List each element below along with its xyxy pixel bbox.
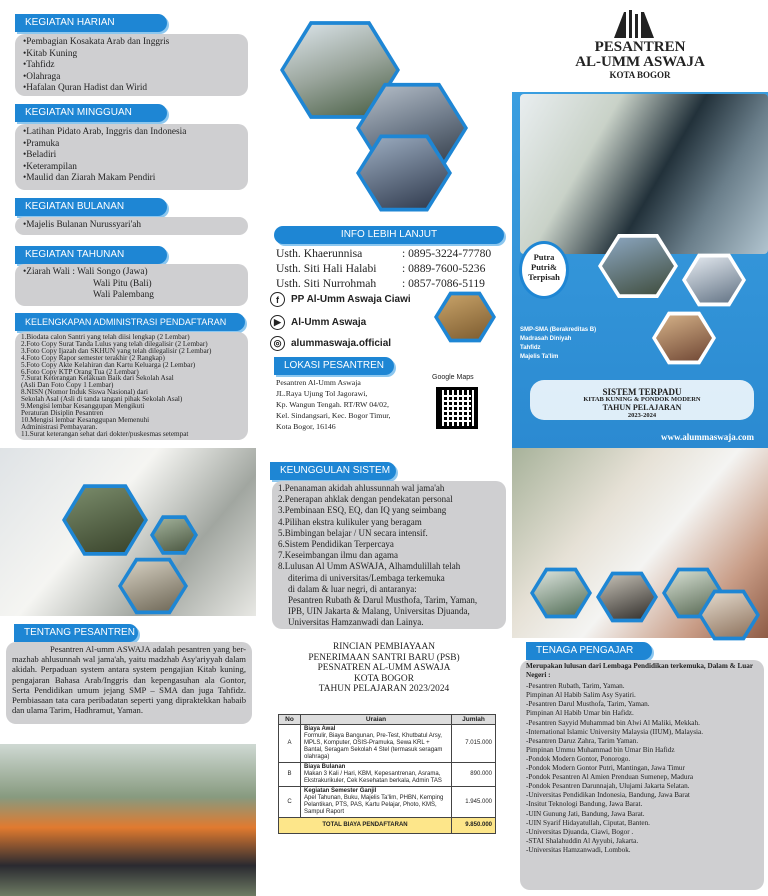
youtube-link[interactable]: ▶ Al-Umm Aswaja (270, 315, 366, 330)
list-item: 8.NISN (Nomor Induk Siswa Nasional) dari (21, 388, 148, 397)
list-item: -Pondok Modern Gontor Putri, Mantingan, Jawa Timur (526, 764, 685, 773)
list-item: -STAI Shalahuddin Al Ayyubi, Jakarta. (526, 836, 639, 845)
facebook-icon: f (270, 292, 285, 307)
list-item: •Tahfidz (23, 60, 55, 71)
list-item: •Keterampilan (23, 161, 77, 172)
list-item: -Insitut Teknologi Bandung, Jawa Barat. (526, 800, 643, 809)
badge-putra-putri: Putra Putri& Terpisah (522, 244, 566, 296)
list-item: •Ziarah Wali : Wali Songo (Jawa) (23, 267, 148, 277)
administrasi-list (15, 332, 248, 440)
list-item: IPB, UIN Jakarta & Malang, Universitas Djuanda, (288, 606, 470, 617)
instagram-icon: ◎ (270, 336, 285, 351)
kegiatan-harian-list (15, 34, 248, 96)
drum-band-photo (520, 94, 768, 254)
maps-label: Google Maps (432, 374, 474, 381)
table-row: A Biaya Awal Formulir, Biaya Bangunan, Pre-Test, Khutbatul Arsy, MPLS, Komputer, OSIS-Pramuka, Sewa KRL + Bantal, Seragam Sekolah 4 Stel (termasuk seragam olahraga) 7.015.000 (279, 725, 496, 763)
tentang-text: Pesantren Al-umm ASWAJA adalah pesantren yang ber-mazhab ahlusunnah wal jama'ah, yaitu madzhab Asy'ariyyah dalam akidah. Perpaduan system antara system pengajian Kitab kuning, pengajaran Bahasa Arab/Inggris dan kepengasuhan ala Gontor, Serta Pendidikan umum jejang SMP – SMA dan juga Tahfidz. Pembiasaan tata cara peribadatan seperti yang dipraktekkan habaib dan ulama Tarim, Hadhramut, Yaman. (6, 642, 252, 724)
list-item: 3.Pembinaan ESQ, EQ, dan IQ yang seimbang (278, 505, 447, 516)
team-photo (0, 744, 256, 896)
kegiatan-bulanan-header: KEGIATAN BULANAN (15, 198, 167, 216)
list-item: 4.Foto Copy Rapor semester terakhir (2 Rangkap) (21, 353, 165, 362)
panel-info (256, 0, 512, 448)
lokasi-header: LOKASI PESANTREN (274, 357, 394, 375)
list-item: -Pesantren Darul Musthofa, Tarim, Yaman. (526, 700, 650, 709)
table-total-row: TOTAL BIAYA PENDAFTARAN 9.850.000 (279, 818, 496, 834)
tenaga-list: Merupakan lulusan dari Lembaga Pendidikan terkemuka, Dalam & Luar Negeri : -Pesantren Rubath, Tarim, Yaman. Pimpinan Al Habib Salim Asy Syatiri. -Pesantren Darul Musthofa, Tarim, Yaman. Pimpinan Al Habib Umar bin Hafidz. -Pesantren Sayyid Muhammad bin Alwi Al Maliki, Mekkah. -International Islamic University Malaysia (IIUM), Malaysia. -Pesantren Daruz Zahra, Tarim Yaman. Pimpinan Ummu Muhammad bin Umar Bin Hafidz -Pondok Modern Gontor, Ponorogo. -Pondok Modern Gontor Putri, Mantingan, Jawa Timur -Pondok Pesantren Al Amien Prenduan Sumenep, Madura -Pondok Pesantren Darunnajah, Ulujami Jakarta Selatan. -Universitas Pendidikan Indonesia, Bandung, Jawa Barat -Insitut Teknologi Bandung, Jawa Barat. -UIN Gunung Jati, Bandung, Jawa Barat. -UIN Syarif Hidayatullah, Ciputat, Banten. -Universitas Djuanda, Ciawi, Bogor . -STAI Shalahuddin Al Ayyubi, Jakarta. -Universitas Hamzanwadi, Lombok. (520, 660, 764, 890)
tentang-header: TENTANG PESANTREN (14, 624, 138, 642)
list-item: Wali Pitu (Bali) (93, 278, 152, 289)
youtube-icon: ▶ (270, 315, 285, 330)
qr-code-icon[interactable] (436, 387, 478, 429)
list-item: -Universitas Pendidikan Indonesia, Bandung, Jawa Barat (526, 791, 690, 800)
sistem-banner: SISTEM TERPADU KITAB KUNING & PONDOK MODERN TAHUN PELAJARAN 2023-2024 (530, 380, 754, 420)
panel-tenaga (512, 448, 768, 896)
list-item: 6.Sistem Pendidikan Terpercaya (278, 539, 394, 550)
website-link[interactable]: www.alummaswaja.com (661, 432, 754, 442)
list-item: -UIN Syarif Hidayatullah, Ciputat, Banten. (526, 818, 650, 827)
list-item: 6.Foto Copy KTP Orang Tua (2 Lembar) (21, 367, 139, 376)
list-item: Pimpinan Al Habib Umar bin Hafidz. (526, 709, 634, 718)
contact-row: Usth. Siti Nurrohmah : 0857-7086-5119 (276, 277, 485, 290)
list-item: 4.Pilihan ekstra kulikuler yang beragam (278, 516, 422, 527)
list-item: Wali Palembang (93, 290, 154, 301)
keunggulan-header: KEUNGGULAN SISTEM (270, 462, 396, 480)
list-item: -UIN Gunung Jati, Bandung, Jawa Barat. (526, 809, 645, 818)
list-item: 5.Foto Copy Akte Kelahiran dan Kartu Keluarga (2 Lembar) (21, 360, 196, 369)
cost-table (278, 714, 496, 834)
list-item: 2.Penerapan ahklak dengan pendekatan personal (278, 494, 453, 505)
list-item: -Pesantren Sayyid Muhammad bin Alwi Al Maliki, Mekkah. (526, 718, 700, 727)
list-item: •Kitab Kuning (23, 48, 78, 59)
list-item: 10.Mengisi lembar Kesanggupan Memenuhi (21, 415, 150, 424)
photo-hexagon (434, 290, 496, 344)
kegiatan-mingguan-header: KEGIATAN MINGGUAN (15, 104, 167, 122)
list-item: -Universitas Djuanda, Ciawi, Bogor . (526, 827, 634, 836)
table-row: C Kegiatan Semester Ganjil Apel Tahunan, Buku, Majelis Ta'lim, PHBN, Kemping Pelantikan, PTS, PAS, Kartu Pelajar, Photo, KMS, Sampul Raport 1.945.000 (279, 787, 496, 818)
contact-row: Usth. Siti Hali Halabi : 0889-7600-5236 (276, 262, 486, 275)
cover-title: PESANTREN AL-UMM ASWAJA KOTA BOGOR (575, 39, 705, 80)
panel-activities (0, 0, 256, 448)
table-row: B Biaya Bulanan Makan 3 Kali / Hari, KBM, Kepesantrenan, Asrama, Ekstrakurikuler, Cek Kesehatan berkala, Admin TAS 890.000 (279, 763, 496, 787)
list-item: 9.Mengisi lembar Kesanggupan Mengikuti (21, 402, 145, 411)
list-item: 11.Surat keterangan sehat dari dokter/puskesmas setempat (21, 429, 189, 438)
list-item: •Beladiri (23, 150, 57, 161)
list-item: •Majelis Bulanan Nurussyari'ah (23, 220, 142, 230)
contact-list (276, 246, 491, 291)
list-item: •Latihan Pidato Arab, Inggris dan Indonesia (23, 127, 187, 137)
list-item: 1.Biodata calon Santri yang telah diisi lengkap (2 Lembar) (21, 333, 190, 341)
list-item: Sekolah Asal (Asli di tanda tangani pihak Sekolah Asal) (21, 395, 183, 404)
tenaga-header: TENAGA PENGAJAR (526, 642, 652, 660)
list-item: Administrasi Pembayaran. (21, 422, 98, 431)
kegiatan-mingguan-list (15, 124, 248, 190)
keunggulan-list (272, 481, 506, 629)
panel-cover (512, 0, 768, 448)
list-item: diterima di universitas/Lembaga terkemuka (288, 572, 445, 583)
list-item: 3.Foto Copy Ijazah dan SKHUN yang telah dilegalisir (2 Lembar) (21, 346, 212, 355)
levels-list: SMP-SMA (Berakreditas B) Madrasah Diniyah Tahfidz Majelis Ta'lim (520, 327, 597, 360)
list-item: di dalam & luar negri, di antaranya: (288, 583, 417, 594)
list-item: -Pondok Pesantren Darunnajah, Ulujami Jakarta Selatan. (526, 782, 690, 791)
list-item: (Asli Dan Foto Copy 1 Lembar) (21, 381, 114, 390)
list-item: Pesantren Rubath & Darul Musthofa, Tarim, Yaman, (288, 595, 478, 606)
kegiatan-tahunan-list (15, 264, 248, 306)
info-header: INFO LEBIH LANJUT (274, 226, 504, 244)
list-item: •Hafalan Quran Hadist dan Wirid (23, 83, 148, 94)
rincian-title: RINCIAN PEMBIAYAAN PENERIMAAN SANTRI BARU (PSB) PESNATREN AL-UMM ASWAJA KOTA BOGOR TAHUN PELAJARAN 2023/2024 (308, 642, 460, 695)
facebook-link[interactable]: f PP Al-Umm Aswaja Ciawi (270, 292, 411, 307)
instagram-link[interactable]: ◎ alummaswaja.official (270, 336, 391, 351)
logo-icon (612, 8, 656, 38)
list-item: 2.Foto Copy Surat Tanda Lulus yang telah dilegalisir (2 Lembar) (21, 339, 208, 348)
photo-hexagon (652, 310, 716, 366)
panel-keunggulan (256, 448, 512, 896)
kegiatan-harian-header: KEGIATAN HARIAN (15, 14, 167, 32)
list-item: -Pesantren Daruz Zahra, Tarim Yaman. (526, 736, 639, 745)
list-item: •Maulid dan Ziarah Makam Pendiri (23, 173, 156, 184)
table-header: No Uraian Jumlah (279, 715, 496, 725)
list-item: •Pembagian Kosakata Arab dan Inggris (23, 37, 170, 47)
list-item: Universitas Hamzanwadi dan Lainya. (288, 617, 424, 628)
list-item: Pimpinan Al Habib Salim Asy Syatiri. (526, 691, 636, 700)
photo-hexagon (682, 252, 746, 308)
list-item: •Olahraga (23, 71, 61, 82)
list-item: Pimpinan Ummu Muhammad bin Umar Bin Hafidz (526, 745, 675, 754)
list-item: 7.Surat Keterangan Kelakuan Baik dari Sekolah Asal (21, 374, 174, 383)
address: Pesantren Al-Umm Aswaja JL.Raya Ujung Tol Jagorawi, Kp. Wangun Tengah. RT/RW 04/02, Kel. Sindangsari, Kec. Bogor Timur, Kota Bogor, 16146 (276, 378, 391, 431)
list-item: 1.Penanaman akidah ahlussunnah wal jama'ah (278, 483, 445, 493)
list-item: -Pesantren Rubath, Tarim, Yaman. (526, 682, 625, 691)
list-item: -International Islamic University Malaysia (IIUM), Malaysia. (526, 727, 704, 736)
list-item: 5.Bimbingan belajar / UN secara intensif. (278, 527, 428, 538)
kegiatan-tahunan-header: KEGIATAN TAHUNAN (15, 246, 167, 264)
list-item: •Pramuka (23, 138, 60, 149)
list-item: -Pondok Modern Gontor, Ponorogo. (526, 754, 631, 763)
administrasi-header: KELENGKAPAN ADMINISTRASI PENDAFTARAN (15, 313, 245, 331)
kegiatan-bulanan-list (15, 217, 248, 235)
contact-row: Usth. Khaerunnisa : 0895-3224-77780 (276, 247, 492, 260)
list-item: -Pondok Pesantren Al Amien Prenduan Sumenep, Madura (526, 773, 694, 782)
list-item: Peraturan Disiplin Pesantren (21, 408, 104, 417)
panel-tentang (0, 448, 256, 896)
list-item: 7.Keseimbangan ilmu dan agama (278, 550, 398, 561)
list-item: 8.Lulusan Al Umm ASWAJA, Alhamdulillah telah (278, 561, 461, 572)
list-item: -Universitas Hamzanwadi, Lombok. (526, 845, 631, 854)
